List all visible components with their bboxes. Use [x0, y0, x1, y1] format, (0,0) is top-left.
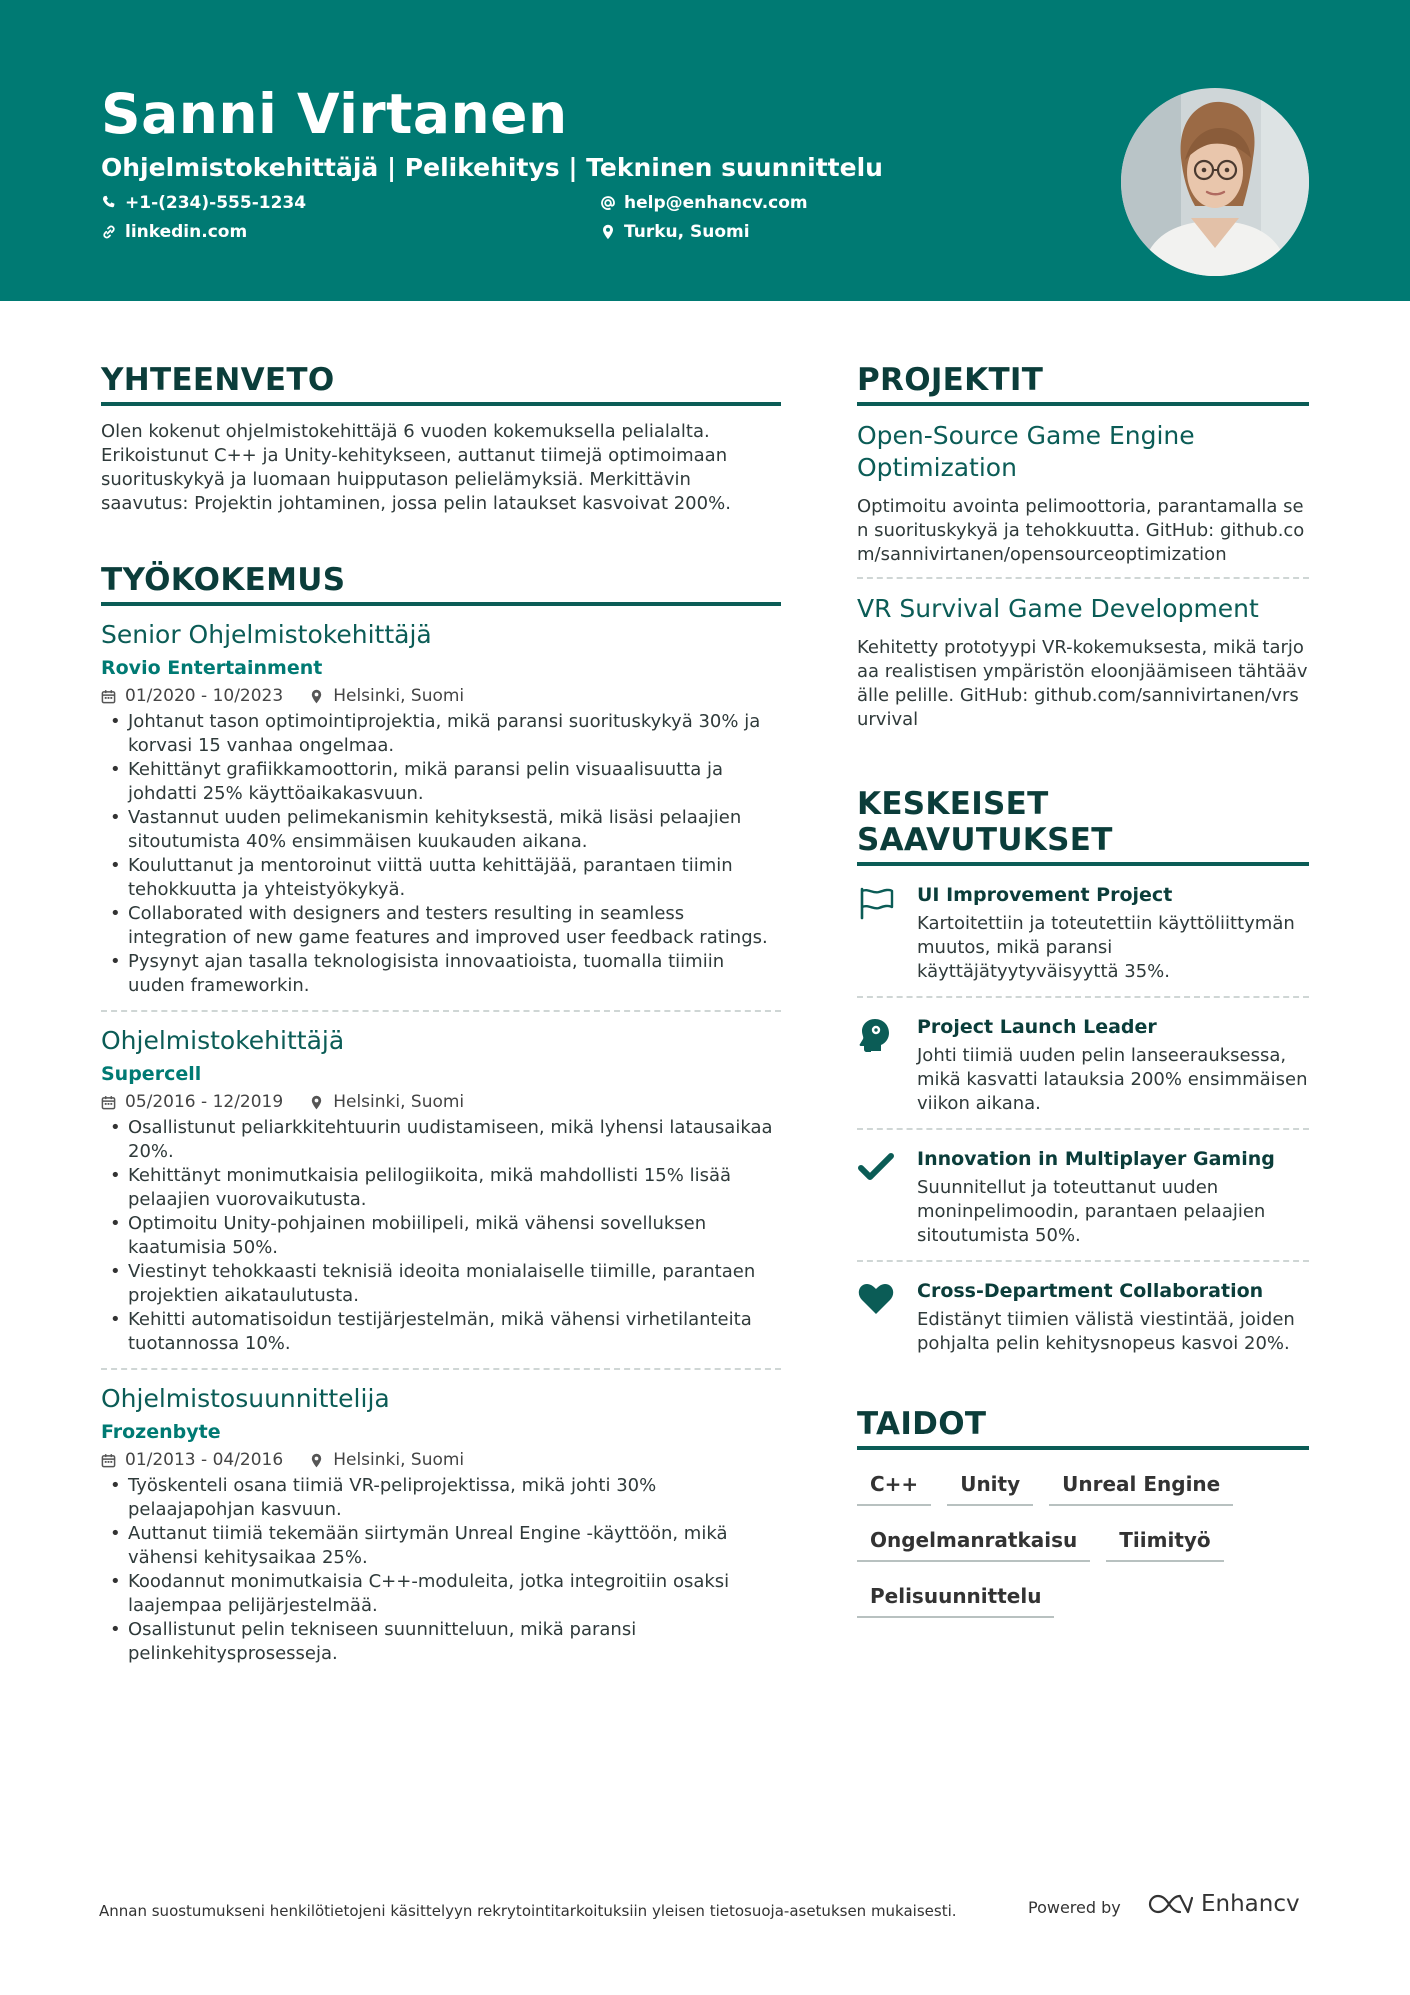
- job-bullet: • Vastannut uuden pelimekanismin kehityksestä, mikä lisäsi pelaajien sitoutumista 40% ensimmäisen kuukauden aikana.: [101, 806, 781, 854]
- job-location-text: Helsinki, Suomi: [333, 1450, 465, 1470]
- achievement-title: Innovation in Multiplayer Gaming: [917, 1148, 1275, 1170]
- job-dates-text: 01/2020 - 10/2023: [125, 686, 284, 706]
- resume-header: [0, 0, 1410, 301]
- contact-location: [600, 222, 750, 242]
- skill-tag: Tiimityö: [1106, 1526, 1223, 1562]
- left-column: [101, 362, 781, 1678]
- at-icon: [600, 195, 616, 211]
- job-company: Frozenbyte: [101, 1421, 221, 1443]
- experience-section: [101, 562, 781, 1678]
- job-bullet: • Collaborated with designers and testers resulting in seamless integration of new game features and improved user feedback ratings.: [101, 902, 781, 950]
- achievement-icon-wrap: [857, 884, 901, 984]
- job-dates-text: 05/2016 - 12/2019: [125, 1092, 284, 1112]
- project-title: VR Survival Game Development: [857, 594, 1259, 623]
- achievement-text: Kartoitettiin ja toteutettiin käyttöliittymän muutos, mikä paransi käyttäjätyytyväisyyttä 35%.: [917, 913, 1295, 982]
- job-bullet: • Osallistunut pelin tekniseen suunnitteluun, mikä paransi pelinkehitysprosesseja.: [101, 1618, 781, 1666]
- job-title: Ohjelmistosuunnittelija: [101, 1384, 390, 1413]
- skill-tag: Ongelmanratkaisu: [857, 1526, 1090, 1562]
- job-dates-text: 01/2013 - 04/2016: [125, 1450, 284, 1470]
- job-bullet: • Kouluttanut ja mentoroinut viittä uutta kehittäjää, parantaen tiimin tehokkuutta ja yhteistyökykyä.: [101, 854, 781, 902]
- link-text: linkedin.com: [125, 222, 248, 242]
- achievement-entry: [857, 996, 1309, 1128]
- achievement-text: Johti tiimiä uuden pelin lanseerauksessa, mikä kasvatti latauksia 200% ensimmäisen viikon aikana.: [917, 1045, 1308, 1114]
- achievement-entry: [857, 1260, 1309, 1368]
- job-location: [309, 686, 464, 706]
- job-bullet: • Osallistunut peliarkkitehtuurin uudistamiseen, mikä lyhensi latausaikaa 20%.: [101, 1116, 781, 1164]
- job-location-text: Helsinki, Suomi: [333, 1092, 465, 1112]
- achievement-icon-wrap: [857, 1148, 901, 1248]
- job-bullet: • Kehitti automatisoidun testijärjestelmän, mikä vähensi virhetilanteita tuotannossa 10%.: [101, 1308, 781, 1356]
- skills-heading: TAIDOT: [857, 1406, 1309, 1450]
- job-bullet: • Koodannut monimutkaisia C++-moduleita, jotka integroitiin osaksi laajempaa pelijärjestelmää.: [101, 1570, 781, 1618]
- summary-heading: YHTEENVETO: [101, 362, 781, 406]
- brand-logo[interactable]: [1147, 1891, 1300, 1917]
- enhancv-logo-icon: [1147, 1892, 1193, 1916]
- project-entry: [857, 577, 1309, 742]
- achievement-entry: [857, 866, 1309, 996]
- job-dates: [101, 1450, 283, 1470]
- job-company: Supercell: [101, 1063, 202, 1085]
- email-text: help@enhancv.com: [624, 193, 808, 213]
- phone-icon: [101, 195, 117, 211]
- location-pin-icon: [309, 1453, 324, 1468]
- brand-name: Enhancv: [1201, 1891, 1300, 1917]
- achievement-title: Project Launch Leader: [917, 1016, 1157, 1038]
- candidate-name: Sanni Virtanen: [101, 82, 568, 146]
- job-location: [309, 1092, 464, 1112]
- skills-section: [857, 1406, 1309, 1618]
- achievement-entry: [857, 1128, 1309, 1260]
- job-meta: [101, 1092, 781, 1112]
- skill-tag: Unity: [947, 1470, 1033, 1506]
- location-text: Turku, Suomi: [624, 222, 750, 242]
- avatar-portrait-icon: [1121, 88, 1309, 276]
- job-title: Ohjelmistokehittäjä: [101, 1026, 345, 1055]
- achievement-text: Edistänyt tiimien välistä viestintää, joiden pohjalta pelin kehitysnopeus kasvoi 20%.: [917, 1309, 1295, 1354]
- projects-section: [857, 362, 1309, 742]
- job-bullets: [101, 1474, 781, 1666]
- job-dates: [101, 1092, 283, 1112]
- avatar: [1121, 88, 1309, 276]
- summary-text: Olen kokenut ohjelmistokehittäjä 6 vuoden kokemuksella pelialalta. Erikoistunut C++ ja Unity-kehitykseen, auttanut tiimejä optimoimaan suorituskykyä ja luomaan huipputason pelielämyksiä. Merkittävin saavutus: Projektin johtaminen, jossa pelin lataukset kasvoivat 200%.: [101, 421, 731, 514]
- achievement-icon-wrap: [857, 1016, 901, 1116]
- job-bullet: • Johtanut tason optimointiprojektia, mikä paransi suorituskykyä 30% ja korvasi 15 vanhaa ongelmaa.: [101, 710, 781, 758]
- contact-phone: [101, 193, 306, 213]
- check-icon: [857, 1150, 895, 1184]
- job-bullet: • Optimoitu Unity-pohjainen mobiilipeli, mikä vähensi sovelluksen kaatumisia 50%.: [101, 1212, 781, 1260]
- job-title: Senior Ohjelmistokehittäjä: [101, 620, 432, 649]
- experience-heading: TYÖKOKEMUS: [101, 562, 781, 606]
- skill-tag: Unreal Engine: [1049, 1470, 1233, 1506]
- project-text: Optimoitu avointa pelimoottoria, parantamalla sen suorituskykyä ja tehokkuutta. GitHub: github.com/sannivirtanen/opensourceoptimization: [857, 496, 1305, 565]
- job-bullets: [101, 1116, 781, 1356]
- job-meta: [101, 1450, 781, 1470]
- phone-text: +1-(234)-555-1234: [125, 193, 307, 213]
- summary-section: [101, 362, 781, 516]
- contact-link[interactable]: [101, 222, 247, 242]
- head-icon: [857, 1018, 895, 1052]
- job-bullet: • Pysynyt ajan tasalla teknologisista innovaatioista, tuomalla tiimiin uuden frameworkin.: [101, 950, 781, 998]
- location-pin-icon: [309, 689, 324, 704]
- calendar-icon: [101, 1095, 116, 1110]
- job-bullet: • Kehittänyt monimutkaisia pelilogiikoita, mikä mahdollisti 15% lisää pelaajien vuorovaikutusta.: [101, 1164, 781, 1212]
- calendar-icon: [101, 689, 116, 704]
- job-bullet: • Viestinyt tehokkaasti teknisiä ideoita monialaiselle tiimille, parantaen projektien aikataulutusta.: [101, 1260, 781, 1308]
- achievement-text: Suunnitellut ja toteuttanut uuden moninpelimoodin, parantaen pelaajien sitoutumista 50%.: [917, 1177, 1266, 1246]
- job-location-text: Helsinki, Suomi: [333, 686, 465, 706]
- skills-list: [857, 1470, 1309, 1618]
- achievements-section: [857, 786, 1309, 1368]
- achievement-title: UI Improvement Project: [917, 884, 1173, 906]
- skill-tag: Pelisuunnittelu: [857, 1582, 1054, 1618]
- candidate-subtitle: Ohjelmistokehittäjä | Pelikehitys | Tekninen suunnittelu: [101, 153, 883, 182]
- job-dates: [101, 686, 283, 706]
- flag-icon: [857, 886, 895, 920]
- job-bullet: • Työskenteli osana tiimiä VR-peliprojektissa, mikä johti 30% pelaajapohjan kasvuun.: [101, 1474, 781, 1522]
- job-company: Rovio Entertainment: [101, 657, 323, 679]
- powered-by-label: Powered by: [1028, 1898, 1121, 1917]
- heart-icon: [857, 1282, 895, 1316]
- job-bullets: [101, 710, 781, 998]
- link-icon: [101, 224, 117, 240]
- project-text: Kehitetty prototyypi VR-kokemuksesta, mikä tarjoaa realistisen ympäristön eloonjäämiseen tähtäävälle pelille. GitHub: github.com/sannivirtanen/vrsurvival: [857, 637, 1308, 730]
- achievements-heading: KESKEISET SAAVUTUKSET: [857, 786, 1309, 866]
- calendar-icon: [101, 1453, 116, 1468]
- gdpr-consent-note: Annan suostumukseni henkilötietojeni käsittelyyn rekrytointitarkoituksiin yleisen tietosuoja-asetuksen mukaisesti.: [99, 1902, 957, 1920]
- job-meta: [101, 686, 781, 706]
- job-entry: [101, 1368, 781, 1678]
- contact-email[interactable]: [600, 193, 808, 213]
- right-column: [857, 362, 1309, 1618]
- projects-heading: PROJEKTIT: [857, 362, 1309, 406]
- project-title: Open-Source Game Engine Optimization: [857, 421, 1195, 482]
- location-pin-icon: [309, 1095, 324, 1110]
- project-entry: [857, 420, 1309, 577]
- job-entry: [101, 620, 781, 1010]
- job-bullet: • Kehittänyt grafiikkamoottorin, mikä paransi pelin visuaalisuutta ja johdatti 25% käyttöaikakasvuun.: [101, 758, 781, 806]
- job-entry: [101, 1010, 781, 1368]
- job-bullet: • Auttanut tiimiä tekemään siirtymän Unreal Engine -käyttöön, mikä vähensi kehitysaikaa 25%.: [101, 1522, 781, 1570]
- skill-tag: C++: [857, 1470, 931, 1506]
- achievement-title: Cross-Department Collaboration: [917, 1280, 1264, 1302]
- achievement-icon-wrap: [857, 1280, 901, 1356]
- job-location: [309, 1450, 464, 1470]
- location-pin-icon: [600, 224, 616, 240]
